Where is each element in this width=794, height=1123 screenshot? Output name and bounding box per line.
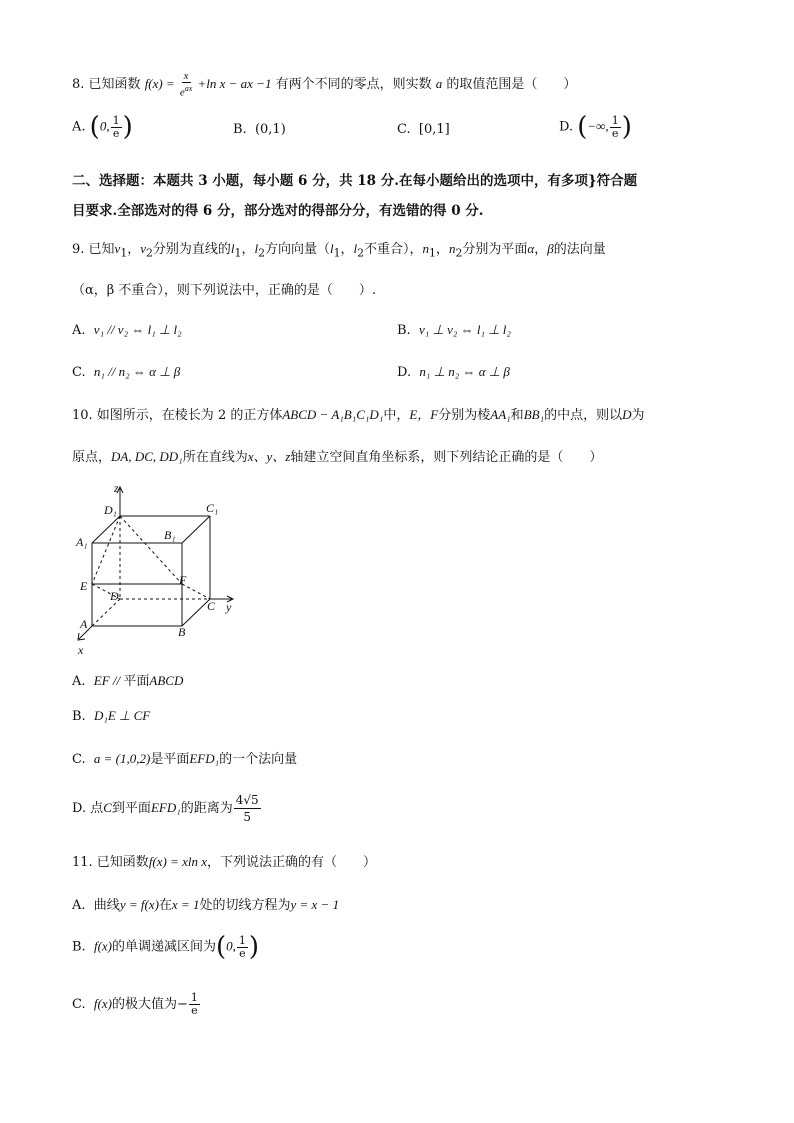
label-a: A bbox=[80, 617, 88, 631]
section2-heading-line2: 目要求.全部选对的得 6 分，部分选对的得部分分，有选错的得 0 分. bbox=[72, 203, 484, 219]
label-a1: A₁ bbox=[76, 535, 88, 549]
q8-option-d: D. (−∞, $\frac{1}{e}$ ) bbox=[559, 112, 632, 142]
q11-option-a: A. 曲线y = f(x)在x = 1处的切线方程为y = x − 1 bbox=[72, 897, 340, 913]
q10-option-d: D. 点C到平面EFD₁的距离为 $\frac{4√5}{5}$ bbox=[72, 793, 259, 824]
label-c1: C₁ bbox=[206, 501, 219, 515]
q10-stem-line2: 原点，DA, DC, DD₁所在直线为x、y、z轴建立空间直角坐标系，则下列结论正确的是（ ） bbox=[72, 449, 603, 465]
q10-cube-figure bbox=[70, 478, 250, 658]
q11-option-c: C. f(x)的极大值为− $\frac{1}{e}$ bbox=[72, 991, 198, 1017]
q9-option-b: B. v₁ ⊥ v₂ ⇔ l₁ ⊥ l₂ bbox=[397, 322, 511, 338]
label-y: y bbox=[226, 600, 232, 614]
q9-option-d: D. n₁ ⊥ n₂ ⇔ α ⊥ β bbox=[397, 364, 510, 380]
q10-option-a: A. EF // 平面ABCD bbox=[72, 673, 184, 689]
q9-option-c: C. n₁ // n₂ ⇔ α ⊥ β bbox=[72, 364, 181, 380]
q10-option-c: C. a = (1,0,2)是平面EFD₁的一个法向量 bbox=[72, 751, 298, 767]
q8-func: f(x) = bbox=[144, 75, 175, 91]
q8-option-a: A. (0, $\frac{1}{e}$ ) bbox=[72, 112, 133, 142]
label-c: C bbox=[207, 599, 216, 613]
q10-stem-line1: 10. 如图所示，在棱长为 2 的正方体ABCD − A₁B₁C₁D₁中，E，F分别为棱AA₁和BB₁的中点，则以D为 bbox=[72, 407, 645, 423]
q8-fraction: $\frac{x}{e^{ax}}$ bbox=[179, 70, 193, 99]
label-b: B bbox=[178, 625, 186, 639]
q9-option-a: A. v₁ // v₂ ⇔ l₁ ⊥ l₂ bbox=[72, 322, 182, 338]
label-b1: B₁ bbox=[164, 528, 176, 542]
q8-stem: 8. 已知函数 f(x) = $\frac{x}{e^{ax}}$ +ln x − ax −1 有两个不同的零点，则实数 a 的取值范围是（ ） bbox=[72, 70, 577, 99]
q9-stem-line2: （α，β 不重合），则下列说法中，正确的是（ ）. bbox=[72, 283, 377, 298]
q10-option-b: B. D₁E ⊥ CF bbox=[72, 708, 151, 724]
section2-heading-line1: 二、选择题：本题共 3 小题，每小题 6 分，共 18 分.在每小题给出的选项中，有多项}符合题 bbox=[72, 173, 638, 189]
label-d: D bbox=[110, 589, 119, 603]
q11-option-b: B. f(x)的单调递减区间为(0, $\frac{1}{e}$ ) bbox=[72, 932, 260, 962]
q8-option-c: C. [0,1] bbox=[397, 122, 450, 137]
label-e: E bbox=[80, 579, 88, 593]
q9-stem-line1: 9. 已知$v_1$，$v_2$分别为直线的$l_1$，$l_2$方向向量（$l_1$，$l_2$不重合），$n_1$，$n_2$分别为平面α，β的法向量 bbox=[72, 241, 606, 260]
label-d1: D₁ bbox=[104, 503, 117, 517]
q8-option-b: B. (0,1) bbox=[233, 122, 286, 137]
q11-stem: 11. 已知函数f(x) = xln x，下列说法正确的有（ ） bbox=[72, 854, 377, 870]
label-z: z bbox=[114, 481, 119, 495]
label-f: F bbox=[179, 573, 187, 587]
label-x: x bbox=[78, 643, 84, 657]
